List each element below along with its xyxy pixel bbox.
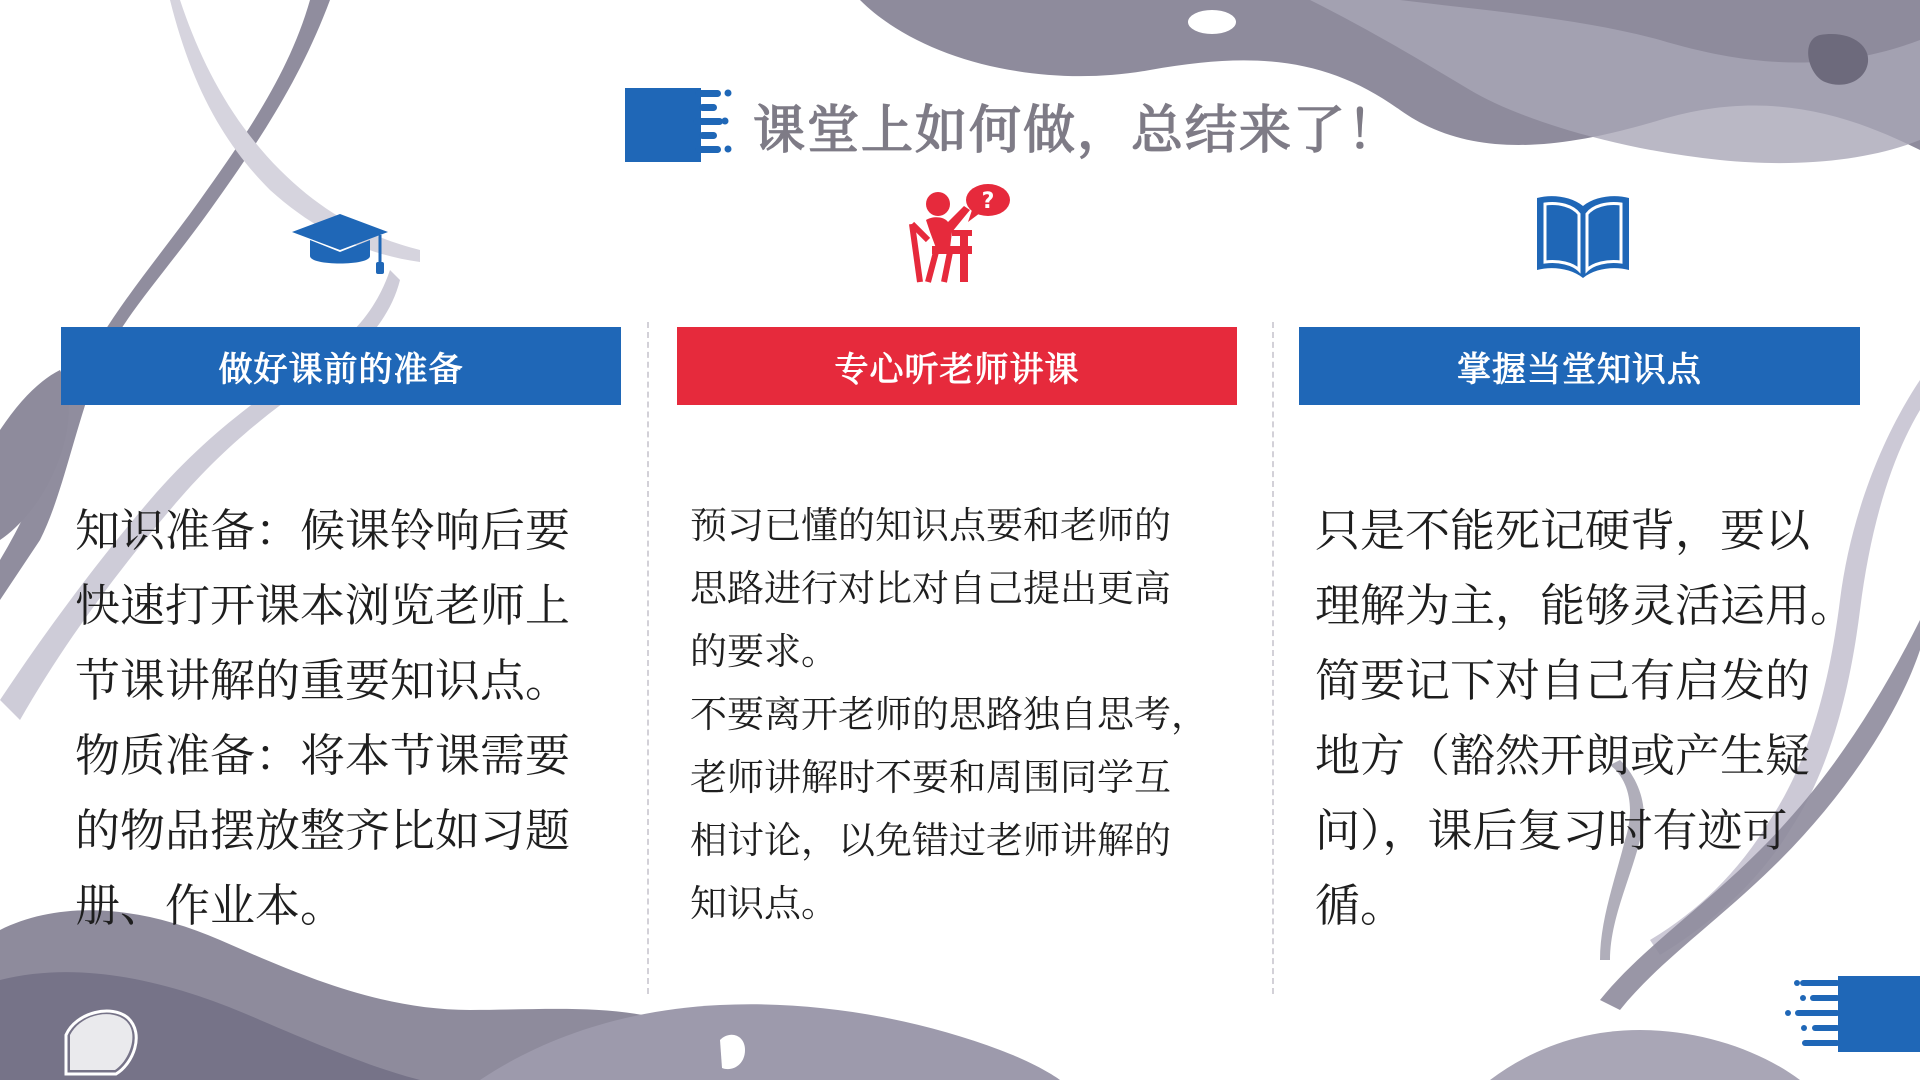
text-line: 老师讲解时不要和周围同学互	[690, 756, 1171, 799]
column-header-master: 掌握当堂知识点	[1299, 327, 1860, 405]
text-line: 快速打开课本浏览老师上	[75, 579, 571, 632]
column-header-listen: 专心听老师讲课	[677, 327, 1237, 405]
title-area	[625, 88, 1401, 162]
text-line: 循。	[1315, 879, 1406, 932]
page-title: 课堂上如何做，总结来了！	[753, 100, 1402, 161]
text-line: 只是不能死记硬背，要以	[1315, 504, 1811, 557]
text-line: 知识准备：候课铃响后要	[75, 504, 571, 557]
graduation-cap-icon	[290, 210, 390, 276]
text-line: 的要求。	[690, 630, 838, 673]
text-line: 的物品摆放整齐比如习题	[75, 804, 571, 857]
text-line: 地方（豁然开朗或产生疑	[1315, 729, 1811, 782]
svg-text:?: ?	[981, 189, 995, 214]
text-line: 相讨论，以免错过老师讲解的	[690, 819, 1171, 862]
column-text-master	[1315, 493, 1855, 943]
text-line: 物质准备：将本节课需要	[75, 729, 571, 782]
text-line: 节课讲解的重要知识点。	[75, 654, 571, 707]
column-text-preparation	[75, 493, 570, 943]
open-book-icon	[1533, 192, 1633, 282]
column-divider	[647, 322, 649, 994]
text-line: 简要记下对自己有启发的	[1315, 654, 1811, 707]
student-asking-question-icon	[908, 184, 1012, 284]
column-header-preparation: 做好课前的准备	[61, 327, 621, 405]
title-deco-icon	[625, 88, 735, 162]
text-line: 思路进行对比对自己提出更高	[690, 567, 1171, 610]
text-line: 知识点。	[690, 882, 838, 925]
text-line: 理解为主，能够灵活运用。	[1315, 579, 1856, 632]
text-line: 问），课后复习时有迹可	[1315, 804, 1788, 857]
text-line: 册、作业本。	[75, 879, 346, 932]
text-line: 不要离开老师的思路独自思考，	[690, 693, 1208, 736]
text-line: 预习已懂的知识点要和老师的	[690, 504, 1171, 547]
column-divider	[1272, 322, 1274, 994]
column-text-listen	[690, 494, 1208, 935]
